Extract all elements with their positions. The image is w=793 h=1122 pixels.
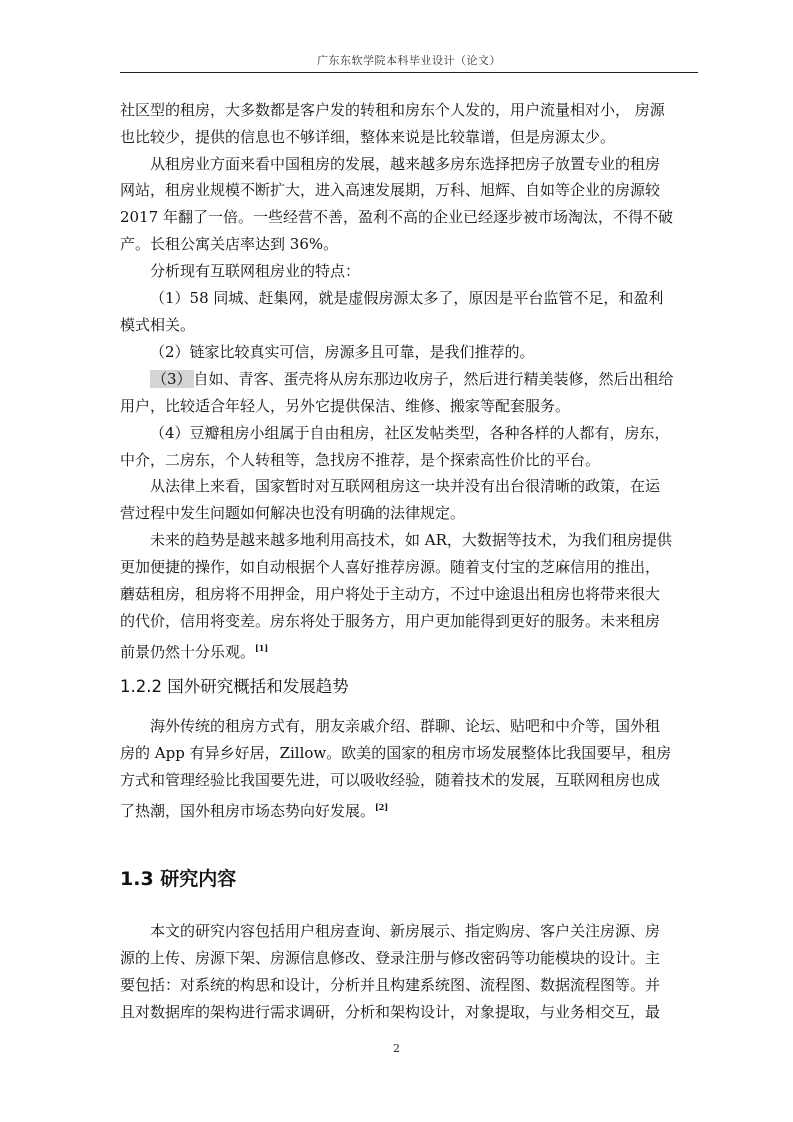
page-header: 广东东软学院本科毕业设计（论文） <box>317 54 501 67</box>
body-line: 网站，租房业规模不断扩大，进入高速发展期，万科、旭辉、自如等企业的房源较 <box>120 181 661 199</box>
header-rule <box>120 72 698 73</box>
body-line: 更加便捷的操作，如自动根据个人喜好推荐房源。随着支付宝的芝麻信用的推出， <box>120 558 661 576</box>
body-line: 本文的研究内容包括用户租房查询、新房展示、指定购房、客户关注房源、房 <box>150 922 661 940</box>
body-text: 自如、青客、蛋壳将从房东那边收房子，然后进行精美装修，然后出租给 <box>193 370 674 388</box>
section-heading-1-3: 1.3 研究内容 <box>120 868 237 890</box>
body-line: 且对数据库的架构进行需求调研，分析和架构设计，对象提取，与业务相交互，最 <box>120 1003 661 1021</box>
section-heading-1-2-2: 1.2.2 国外研究概括和发展趋势 <box>120 677 349 696</box>
body-line: 中介，二房东，个人转租等，急找房不推荐，是个探索高性价比的平台。 <box>120 451 601 469</box>
body-line: 海外传统的租房方式有，朋友亲戚介绍、群聊、论坛、贴吧和中介等，国外租 <box>150 717 661 735</box>
body-line <box>120 797 388 821</box>
body-line: 产。长租公寓关店率达到 36%。 <box>120 235 339 253</box>
citation-ref: [1] <box>255 643 269 653</box>
body-line: 方式和管理经验比我国要先进，可以吸收经验，随着技术的发展，互联网租房也成 <box>120 771 661 789</box>
body-line: 分析现有互联网租房业的特点： <box>150 262 361 280</box>
body-text: 了热潮，国外租房市场态势向好发展。 <box>120 802 376 820</box>
highlighted-text: （3） <box>152 370 192 388</box>
body-line: 源的上传、房源下架、房源信息修改、登录注册与修改密码等功能模块的设计。主 <box>120 949 661 967</box>
body-line: 蘑菇租房，租房将不用押金，用户将处于主动方，不过中途退出租房也将带来很大 <box>120 585 661 603</box>
body-line: 从租房业方面来看中国租房的发展，越来越多房东选择把房子放置专业的租房 <box>150 155 661 173</box>
body-line: 模式相关。 <box>120 316 196 334</box>
body-line: 要包括：对系统的构思和设计，分析并且构建系统图、流程图、数据流程图等。并 <box>120 976 661 994</box>
body-line <box>120 638 268 662</box>
page-number: 2 <box>393 1042 400 1055</box>
body-line: （4）豆瓣租房小组属于自由租房，社区发帖类型，各种各样的人都有，房东， <box>150 424 670 442</box>
citation-ref: [2] <box>375 802 389 812</box>
body-text: 前景仍然十分乐观。 <box>120 643 256 661</box>
body-line <box>150 369 674 389</box>
body-line: 未来的趋势是越来越多地利用高技术，如 AR，大数据等技术，为我们租房提供 <box>150 531 672 549</box>
body-line: （2）链家比较真实可信，房源多且可靠，是我们推荐的。 <box>150 343 535 361</box>
body-line: （1）58 同城、赶集网，就是虚假房源太多了，原因是平台监管不足，和盈利 <box>150 289 664 307</box>
body-line: 也比较少，提供的信息也不够详细，整体来说是比较靠谱，但是房源太少。 <box>120 128 616 146</box>
body-line: 社区型的租房，大多数都是客户发的转租和房东个人发的，用户流量相对小， 房源 <box>120 101 665 119</box>
body-line: 房的 App 有异乡好居，Zillow。欧美的国家的租房市场发展整体比我国要早，租房 <box>120 744 672 762</box>
body-line: 的代价，信用将变差。房东将处于服务方，用户更加能得到更好的服务。未来租房 <box>120 612 661 630</box>
body-line: 从法律上来看，国家暂时对互联网租房这一块并没有出台很清晰的政策，在运 <box>150 477 661 495</box>
body-line: 用户，比较适合年轻人，另外它提供保洁、维修、搬家等配套服务。 <box>120 397 571 415</box>
body-line: 2017 年翻了一倍。一些经营不善，盈利不高的企业已经逐步被市场淘汰，不得不破 <box>120 208 673 226</box>
body-line: 营过程中发生问题如何解决也没有明确的法律规定。 <box>120 504 466 522</box>
